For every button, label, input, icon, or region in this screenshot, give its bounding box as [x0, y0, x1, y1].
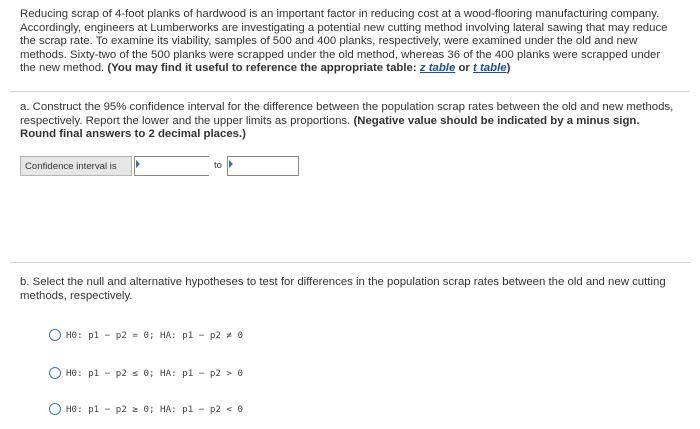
- divider: [10, 262, 690, 263]
- intro-hint: [107, 62, 510, 74]
- radio-button-icon[interactable]: [49, 367, 61, 379]
- question-intro: [20, 8, 676, 76]
- or-text: or: [455, 62, 474, 75]
- hypothesis-option-label: H0: p1 − p2 ≤ 0; HA: p1 − p2 > 0: [66, 368, 244, 379]
- part-b-question: b. Select the null and alternative hypotheses to test for differences in the population scrap rates between the old and new cutting methods, respectively.: [20, 276, 666, 302]
- part-a-instructions: (Negative value should be indicated by a minus sign. Round final answers to 2 decimal places.): [20, 114, 640, 141]
- input-marker-icon: [136, 160, 140, 168]
- z-table-link[interactable]: z table: [419, 62, 456, 75]
- hypothesis-option-label: H0: p1 − p2 = 0; HA: p1 − p2 ≠ 0: [66, 330, 244, 341]
- intro-text: Reducing scrap of 4-foot planks of hardwood is an important factor in reducing cost at a wood-flooring manufacturing company. Accordingly, engineers at Lumberworks are investigating a potential new cutting method involving lateral sawing that may reduce the scrap rate. To examine its viability, samples of 500 and 400 planks, respectively, were examined under the old and new methods. Sixty-two of the 500 planks were scrapped under the old method, whereas 36 of the 400 planks were scrapped under the new method.: [20, 8, 668, 75]
- close-paren: ): [506, 62, 511, 75]
- input-marker-icon: [229, 160, 233, 168]
- radio-button-icon[interactable]: [49, 329, 61, 341]
- intro-hint-text: (You may find it useful to reference the appropriate table:: [107, 62, 420, 75]
- to-label: to: [209, 156, 227, 176]
- hypothesis-option-1[interactable]: [49, 328, 349, 346]
- part-a-text: a. Construct the 95% confidence interval for the difference between the population scrap rates between the old and new methods, respectively. Report the lower and the upper limits as proportions.: [20, 101, 674, 127]
- hypothesis-option-label: H0: p1 − p2 ≥ 0; HA: p1 − p2 < 0: [66, 404, 244, 415]
- confidence-interval-row: [20, 156, 310, 178]
- divider: [10, 91, 690, 92]
- part-a-question: [20, 101, 676, 142]
- radio-button-icon[interactable]: [49, 403, 61, 415]
- hypothesis-option-2[interactable]: [49, 366, 349, 384]
- t-table-link[interactable]: t table: [473, 62, 507, 75]
- upper-limit-input[interactable]: [227, 156, 299, 176]
- hypothesis-option-3[interactable]: [49, 402, 349, 420]
- confidence-interval-label: Confidence interval is: [20, 156, 132, 176]
